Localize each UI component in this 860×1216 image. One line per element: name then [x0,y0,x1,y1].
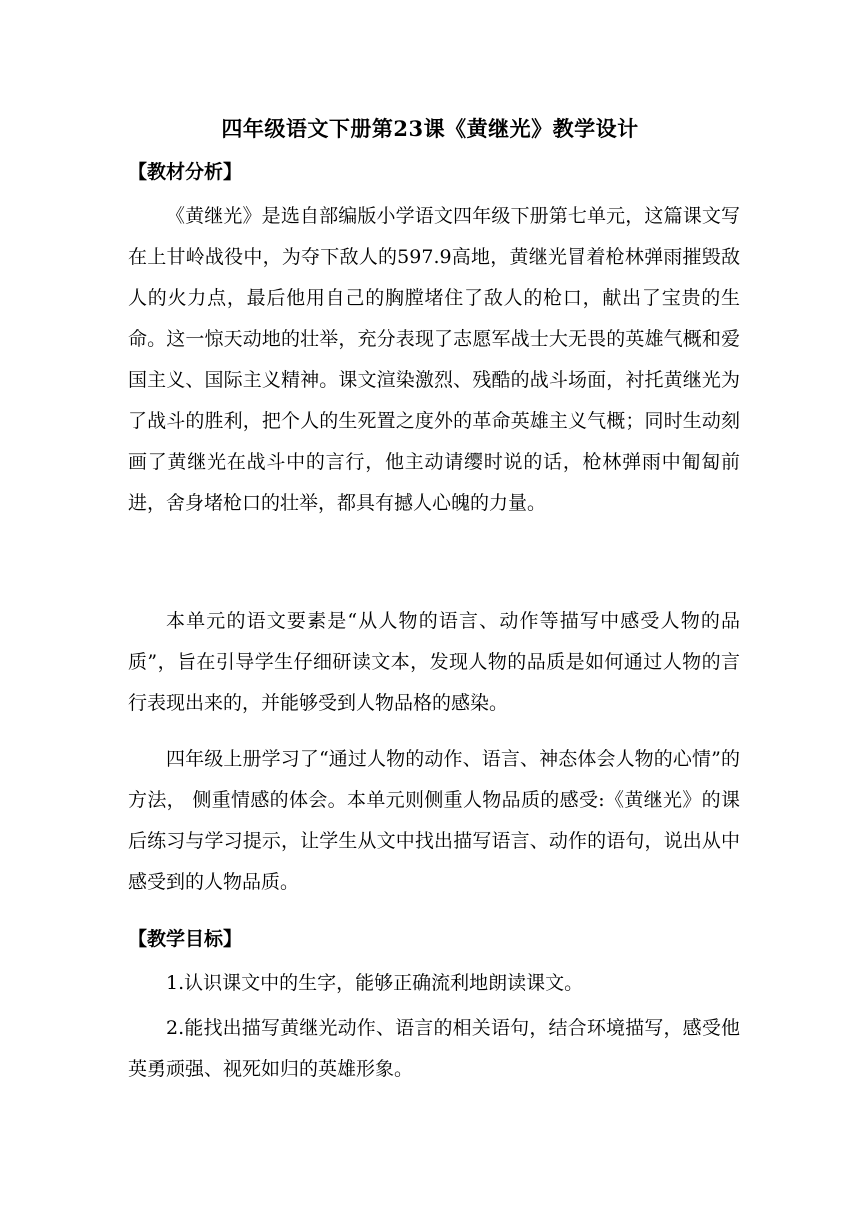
paragraph-unit-elements: 本单元的语文要素是“从人物的语言、动作等描写中感受人物的品质”，旨在引导学生仔细研读文本，发现人物的品质是如何通过人物的言行表现出来的，并能够受到人物品格的感染。 [128,610,740,714]
paragraph-lesson-summary: 《黄继光》是选自部编版小学语文四年级下册第七单元，这篇课文写在上甘岭战役中，为夺下敌人的597.9高地，黄继光冒着枪林弹雨摧毁敌人的火力点，最后他用自己的胸膛堵住了敌人的枪口，献出了宝贵的生命。这一惊天动地的壮举，充分表现了志愿军战士大无畏的英雄气概和爱国主义、国际主义精神。课文渲染激烈、残酷的战斗场面，衬托黄继光为了战斗的胜利，把个人的生死置之度外的革命英雄主义气概；同时生动刻画了黄继光在战斗中的言行，他主动请缨时说的话，枪林弹雨中匍匐前进，舍身堵枪口的壮举，都具有撼人心魄的力量。 [128,205,740,514]
paragraph-prior-learning: 四年级上册学习了“通过人物的动作、语言、神态体会人物的心情”的方法， 侧重情感的体会。本单元则侧重人物品质的感受:《黄继光》的课后练习与学习提示，让学生从文中找出描写语言、动作的语句，说出从中感受到的人物品质。 [128,748,740,893]
objective-item-1: 1.认识课文中的生字，能够正确流利地朗读课文。 [166,972,584,994]
document-title: 四年级语文下册第23课《黄继光》教学设计 [221,116,639,141]
section-heading-textbook-analysis: 【教材分析】 [128,161,243,183]
section-heading-teaching-objectives: 【教学目标】 [128,928,243,950]
objective-item-2: 2.能找出描写黄继光动作、语言的相关语句，结合环境描写，感受他英勇顽强、视死如归的英雄形象。 [128,1017,740,1080]
